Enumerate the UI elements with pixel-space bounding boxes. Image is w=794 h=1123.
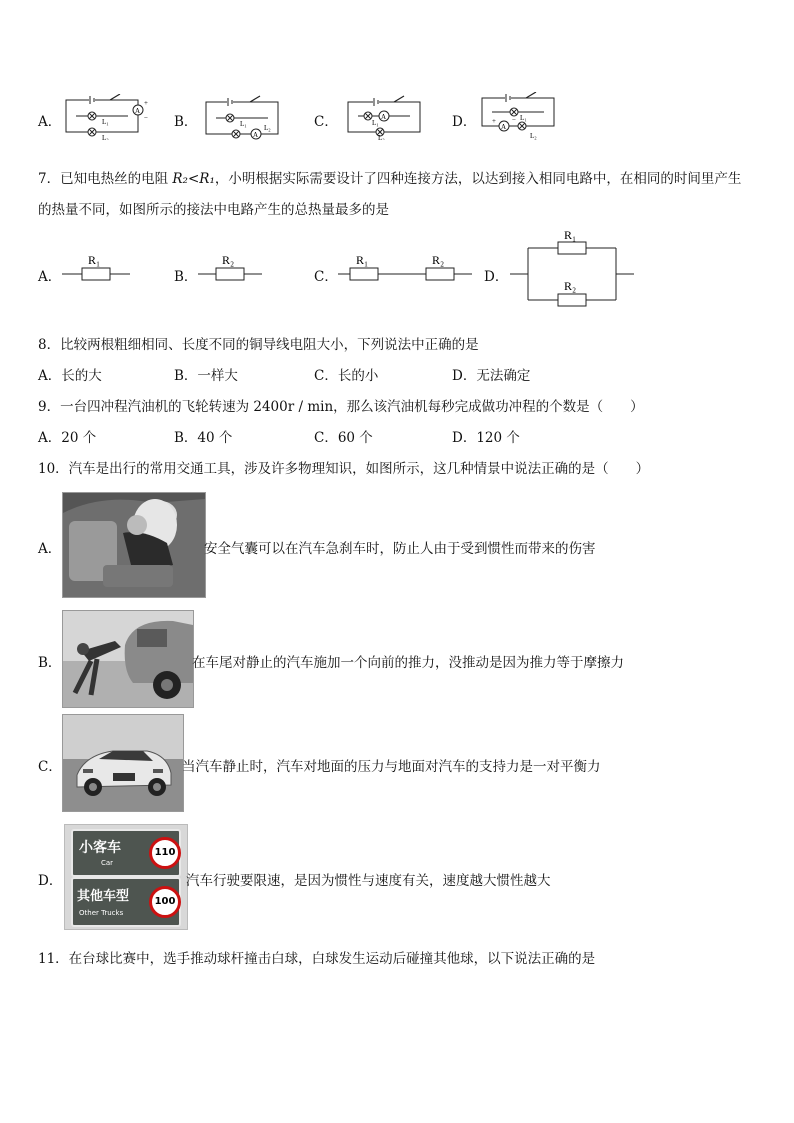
q10-option-b-text: 在车尾对静止的汽车施加一个向前的推力，没推动是因为推力等于摩擦力 [192, 655, 624, 671]
q7-a-label-r1: R₁ [88, 253, 101, 267]
q10-option-c-text: 当汽车静止时，汽车对地面的压力与地面对汽车的支持力是一对平衡力 [182, 759, 601, 775]
svg-text:L₂: L₂ [378, 134, 385, 140]
sign-car-cn: 小客车 [79, 840, 121, 856]
q6-option-c-letter: C． [314, 114, 338, 130]
q7-d-label-r1: R₁ [564, 228, 577, 242]
q6-circuit-b [200, 94, 292, 140]
q6-option-d-letter: D． [452, 114, 477, 130]
q7-diagram-c [336, 252, 476, 284]
sign-car-en: Car [101, 859, 114, 867]
sign-trucks-limit: 100 [149, 886, 181, 918]
svg-text:A: A [501, 123, 507, 131]
airbag-illustration [63, 493, 205, 597]
sports-car-photo [62, 714, 184, 812]
q9-option-d: D．120 个 [452, 430, 520, 446]
q7-c-label-r1: R₁ [356, 253, 369, 267]
pushing-car-illustration [63, 611, 193, 707]
svg-text:L₁: L₁ [520, 114, 527, 122]
q9-option-c: C．60 个 [314, 430, 373, 446]
q8-stem: 8．比较两根粗细相同、长度不同的铜导线电阻大小，下列说法中正确的是 [38, 337, 479, 353]
svg-text:L₂: L₂ [530, 132, 537, 140]
q7-diagram-b [196, 252, 268, 284]
pushing-car-photo [62, 610, 194, 708]
sign-row-car [71, 829, 181, 877]
q8-option-a: A．长的大 [38, 368, 102, 384]
q8-option-b: B．一样大 [174, 368, 238, 384]
q7-diagram-d [506, 226, 638, 308]
q10-option-a-letter: A． [38, 541, 62, 557]
q6-circuit-c [342, 94, 434, 140]
q7-b-label-r2: R₂ [222, 253, 235, 267]
q9-stem: 9．一台四冲程汽油机的飞轮转速为 2400r / min，那么该汽油机每秒完成做功冲程的个数是（ ） [38, 399, 644, 415]
sports-car-illustration [63, 715, 183, 811]
q6-circuit-a [62, 94, 154, 140]
svg-text:L₁: L₁ [102, 118, 109, 126]
sign-row-trucks [71, 877, 181, 927]
q7-d-label-r2: R₂ [564, 279, 577, 293]
svg-text:−: − [144, 114, 148, 122]
sign-trucks-cn: 其他车型 [77, 889, 130, 904]
svg-text:L₂: L₂ [264, 124, 271, 132]
svg-text:L₂: L₂ [102, 134, 109, 140]
q10-option-c-letter: C． [38, 759, 62, 775]
q7-diagram-a [60, 252, 132, 284]
q7-option-b-letter: B． [174, 269, 198, 285]
speed-limit-sign [64, 824, 188, 930]
q6-option-b-letter: B． [174, 114, 198, 130]
q10-option-d-letter: D． [38, 873, 63, 889]
q7-c-label-r2: R₂ [432, 253, 445, 267]
q7-option-c-letter: C． [314, 269, 338, 285]
sign-trucks-en: Other Trucks [79, 909, 124, 917]
sign-car-limit: 110 [149, 837, 181, 869]
q6-option-a-letter: A． [38, 114, 62, 130]
q10-stem: 10．汽车是出行的常用交通工具，涉及许多物理知识，如图所示，这几种情景中说法正确的是（ ） [38, 461, 650, 477]
q10-option-d-text: 汽车行驶要限速，是因为惯性与速度有关，速度越大惯性越大 [186, 873, 551, 889]
q7-option-a-letter: A． [38, 269, 62, 285]
svg-text:−: − [512, 116, 516, 124]
q8-option-c: C．长的小 [314, 368, 379, 384]
q7-stem-line2: 的热量不同，如图所示的接法中电路产生的总热量最多的是 [38, 202, 389, 218]
q7-stem-line1: 7．已知电热丝的电阻 R₂<R₁，小明根据实际需要设计了四种连接方法，以达到接入相同电路中，在相同的时间里产生 [38, 171, 742, 187]
svg-text:A: A [253, 131, 259, 139]
svg-text:A: A [381, 113, 387, 121]
q11-stem: 11．在台球比赛中，选手推动球杆撞击白球，白球发生运动后碰撞其他球，以下说法正确的是 [38, 951, 596, 967]
q6-circuit-d [476, 92, 568, 142]
svg-text:+: + [492, 117, 496, 125]
q10-option-a-text: 安全气囊可以在汽车急刹车时，防止人由于受到惯性而带来的伤害 [204, 541, 596, 557]
svg-text:+: + [144, 99, 148, 107]
airbag-photo [62, 492, 206, 598]
svg-text:L₁: L₁ [372, 119, 379, 127]
q10-option-b-letter: B． [38, 655, 62, 671]
q8-option-d: D．无法确定 [452, 368, 531, 384]
q9-option-b: B．40 个 [174, 430, 233, 446]
svg-text:L₁: L₁ [240, 120, 247, 128]
q9-option-a: A．20 个 [38, 430, 97, 446]
q7-option-d-letter: D． [484, 269, 509, 285]
q6-a-meter: A [135, 107, 141, 115]
